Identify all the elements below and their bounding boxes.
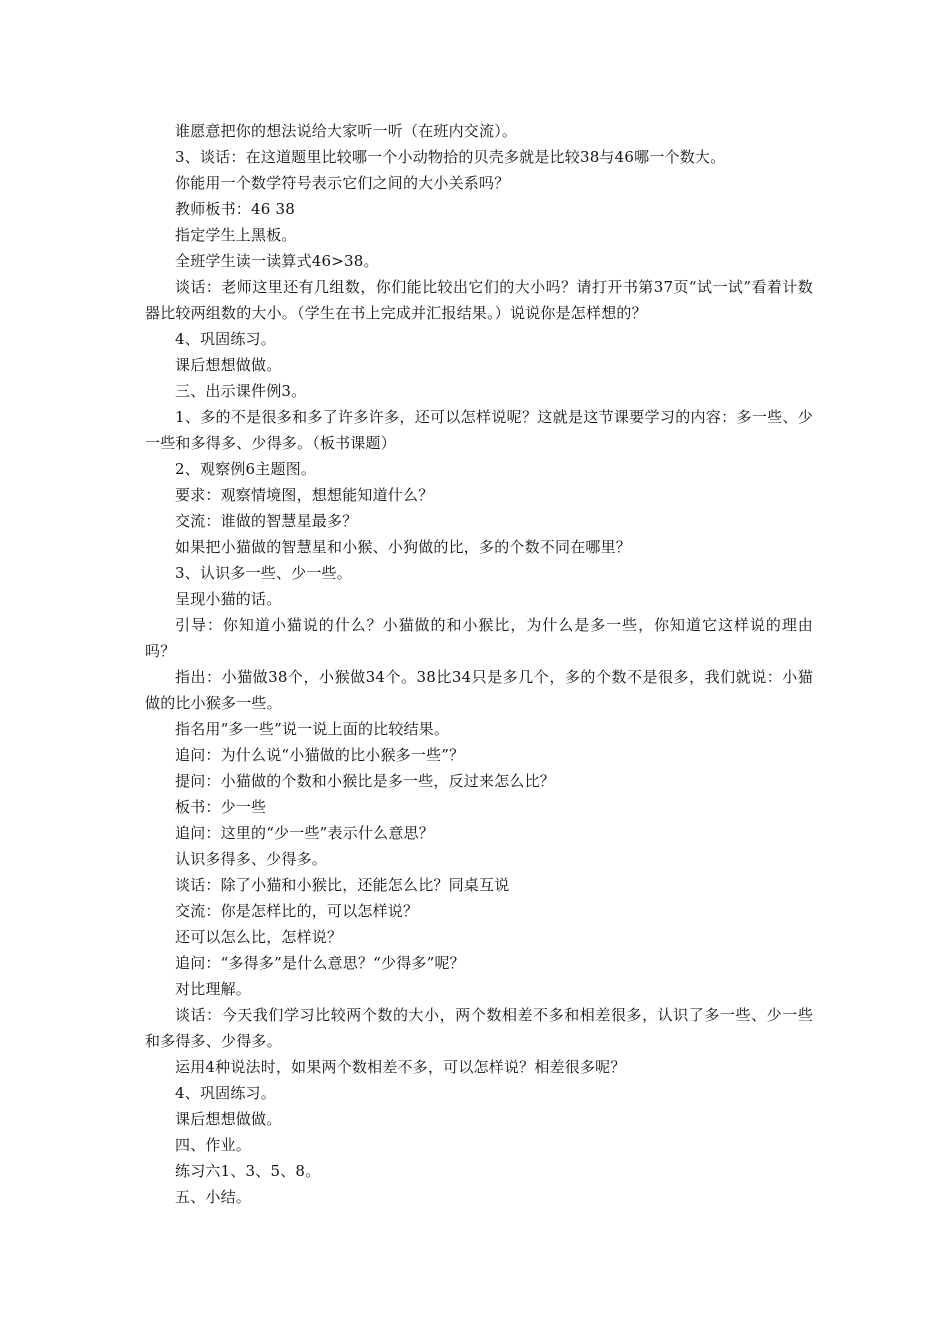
paragraph: 五、小结。 <box>175 1188 252 1206</box>
paragraph: 全班学生读一读算式46>38。 <box>175 252 379 270</box>
paragraph: 4、巩固练习。 <box>175 1084 276 1102</box>
paragraph: 如果把小猫做的智慧星和小猴、小狗做的比，多的个数不同在哪里？ <box>175 538 632 556</box>
paragraph: 指出：小猫做38个，小猴做34个。38比34只是多几个，多的个数不是很多，我们就说：小猫做的比小猴多一些。 <box>145 668 813 712</box>
paragraph: 交流：谁做的智慧星最多？ <box>175 512 358 530</box>
paragraph: 课后想想做做。 <box>175 356 282 374</box>
paragraph: 谈话：老师这里还有几组数，你们能比较出它们的大小吗？请打开书第37页“试一试”看着计数器比较两组数的大小。（学生在书上完成并汇报结果。）说说你是怎样想的？ <box>145 278 813 322</box>
paragraph: 3、谈话：在这道题里比较哪一个小动物拾的贝壳多就是比较38与46哪一个数大。 <box>175 148 726 166</box>
paragraph: 指定学生上黑板。 <box>175 226 297 244</box>
paragraph: 谈话：今天我们学习比较两个数的大小，两个数相差不多和相差很多，认识了多一些、少一些和多得多、少得多。 <box>145 1006 813 1050</box>
paragraph: 运用4种说法时，如果两个数相差不多，可以怎样说？相差很多呢？ <box>175 1058 626 1076</box>
document-body <box>145 118 813 1210</box>
paragraph: 指名用“多一些”说一说上面的比较结果。 <box>175 720 450 738</box>
paragraph: 提问：小猫做的个数和小猴比是多一些，反过来怎么比？ <box>175 772 556 790</box>
paragraph: 三、出示课件例3。 <box>175 382 307 400</box>
paragraph: 追问：“多得多”是什么意思？“少得多”呢？ <box>175 954 465 972</box>
paragraph: 交流：你是怎样比的，可以怎样说？ <box>175 902 419 920</box>
paragraph: 谁愿意把你的想法说给大家听一听（在班内交流）。 <box>175 122 518 140</box>
paragraph: 谈话：除了小猫和小猴比，还能怎么比？同桌互说 <box>175 876 510 894</box>
paragraph: 教师板书：46 38 <box>175 200 295 218</box>
paragraph: 引导：你知道小猫说的什么？小猫做的和小猴比，为什么是多一些，你知道它这样说的理由吗？ <box>145 616 813 660</box>
paragraph: 认识多得多、少得多。 <box>175 850 328 868</box>
paragraph: 板书：少一些 <box>175 798 267 816</box>
paragraph: 1、多的不是很多和多了许多许多，还可以怎样说呢？这就是这节课要学习的内容：多一些、少一些和多得多、少得多。（板书课题） <box>145 408 813 452</box>
paragraph: 练习六1、3、5、8。 <box>175 1162 321 1180</box>
paragraph: 追问：这里的“少一些”表示什么意思？ <box>175 824 434 842</box>
paragraph: 4、巩固练习。 <box>175 330 276 348</box>
paragraph: 对比理解。 <box>175 980 252 998</box>
paragraph: 要求：观察情境图，想想能知道什么？ <box>175 486 434 504</box>
paragraph: 还可以怎么比，怎样说？ <box>175 928 343 946</box>
paragraph: 课后想想做做。 <box>175 1110 282 1128</box>
paragraph: 2、观察例6主题图。 <box>175 460 317 478</box>
paragraph: 四、作业。 <box>175 1136 252 1154</box>
paragraph: 3、认识多一些、少一些。 <box>175 564 352 582</box>
paragraph: 追问：为什么说“小猫做的比小猴多一些”？ <box>175 746 465 764</box>
paragraph: 你能用一个数学符号表示它们之间的大小关系吗？ <box>175 174 510 192</box>
paragraph: 呈现小猫的话。 <box>175 590 282 608</box>
